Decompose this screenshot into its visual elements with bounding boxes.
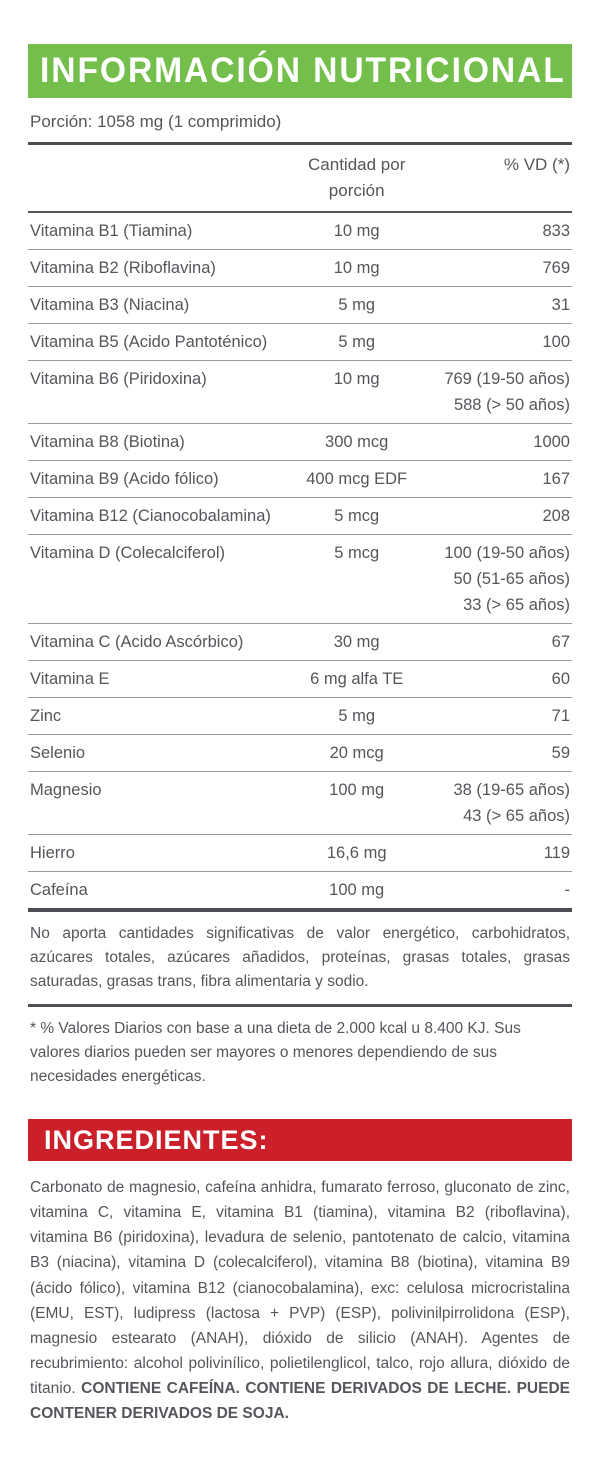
table-row (28, 287, 572, 324)
nutrient-amount: 5 mcg (334, 544, 380, 562)
table-row (28, 698, 572, 735)
nutrient-vd: 119 (543, 844, 570, 862)
table-row (28, 661, 572, 698)
nutrient-name: Vitamina D (Colecalciferol) (30, 544, 226, 562)
nutrient-vd: 71 (551, 707, 570, 725)
ingredients-body (28, 1173, 572, 1428)
nutrient-name: Vitamina B5 (Acido Pantoténico) (30, 333, 268, 351)
nutrient-name: Vitamina B12 (Cianocobalamina) (30, 507, 271, 525)
nutrient-name: Vitamina B2 (Riboflavina) (30, 259, 216, 277)
nutrient-vd: 208 (542, 507, 570, 525)
table-row (28, 624, 572, 661)
note-no-significant: No aporta cantidades significativas de valor energético, carbohidratos, azúcares totales, azúcares añadidos, proteínas, grasas totales, grasas saturadas, grasas trans, fibra alimentaria y sodio. (30, 925, 570, 991)
nutrition-rows (28, 213, 572, 908)
nutrient-vd: 59 (551, 744, 570, 762)
nutrient-vd: 1000 (533, 433, 570, 451)
nutrient-amount: 100 mg (329, 781, 385, 799)
nutrient-vd: 38 (19-65 años) 43 (> 65 años) (453, 781, 570, 825)
page-title: INFORMACIÓN NUTRICIONAL (40, 51, 566, 90)
nutrient-name: Vitamina C (Acido Ascórbico) (30, 633, 244, 651)
nutrient-name: Vitamina B8 (Biotina) (30, 433, 185, 451)
nutrient-vd: 60 (551, 670, 570, 688)
table-row (28, 735, 572, 772)
table-row (28, 461, 572, 498)
table-header-row (28, 145, 572, 213)
nutrient-name: Cafeína (30, 881, 88, 899)
allergen-statement: CONTIENE CAFEÍNA. CONTIENE DERIVADOS DE LECHE. PUEDE CONTENER DERIVADOS DE SOJA. (30, 1379, 570, 1423)
ingredients-list: Carbonato de magnesio, cafeína anhidra, fumarato ferroso, gluconato de zinc, vitamina C, vitamina E, vitamina B1 (tiamina), vitamina B2 (riboflavina), vitamina B6 (piridoxina), levadura de selenio, pantotenato de calcio, vitamina B3 (niacina), vitamina D (colecalciferol), vitamina B8 (biotina), vitamina B9 (ácido fólico), vitamina B12 (cianocobalamina), exc: celulosa microcristalina (EMU, EST), ludipress (lactosa + PVP) (ESP), polivinilpirrolidona (ESP), magnesio estearato (ANAH), dióxido de silicio (ANAH). Agentes de recubrimiento: alcohol polivinílico, polietilenglicol, talco, rojo allura, dióxido de titanio. (30, 1179, 570, 1397)
nutrient-amount: 10 mg (333, 370, 380, 388)
nutrient-name: Hierro (30, 844, 75, 862)
nutrient-amount: 20 mcg (329, 744, 384, 762)
nutrient-vd: - (564, 881, 570, 899)
nutrient-amount: 16,6 mg (326, 844, 387, 862)
nutrient-name: Vitamina B3 (Niacina) (30, 296, 190, 314)
table-row (28, 835, 572, 872)
table-row (28, 324, 572, 361)
nutrition-title-bar (28, 44, 572, 98)
nutrient-amount: 5 mg (338, 296, 376, 314)
nutrient-amount: 5 mg (338, 707, 376, 725)
table-row (28, 424, 572, 461)
table-row (28, 250, 572, 287)
table-row (28, 213, 572, 250)
nutrient-name: Magnesio (30, 781, 102, 799)
nutrient-name: Zinc (30, 707, 62, 725)
nutrient-amount: 400 mcg EDF (306, 470, 408, 488)
table-row (28, 535, 572, 624)
nutrient-vd: 31 (551, 296, 570, 314)
nutrient-name: Vitamina E (30, 670, 110, 688)
note-daily-values: * % Valores Diarios con base a una dieta de 2.000 kcal u 8.400 KJ. Sus valores diarios pueden ser mayores o menores dependiendo de sus necesidades energéticas. (30, 1020, 521, 1086)
nutrient-vd: 769 (19-50 años) 588 (> 50 años) (444, 370, 570, 414)
notes-section (28, 912, 572, 1105)
header-vd-col: % VD (*) (503, 155, 570, 174)
ingredients-title: INGREDIENTES: (44, 1124, 269, 1155)
nutrient-vd: 769 (542, 259, 570, 277)
nutrition-table (28, 142, 572, 912)
table-row (28, 872, 572, 908)
nutrient-amount: 5 mcg (334, 507, 380, 525)
header-amount-col: Cantidad por porción (308, 155, 406, 200)
serving-size: Porción: 1058 mg (1 comprimido) (30, 112, 282, 131)
ingredients-title-bar (28, 1119, 572, 1161)
nutrient-amount: 300 mcg (325, 433, 389, 451)
nutrient-amount: 6 mg alfa TE (310, 670, 404, 688)
nutrient-vd: 100 (19-50 años) 50 (51-65 años) 33 (> 65 años) (444, 544, 570, 614)
table-row (28, 772, 572, 835)
nutrient-amount: 100 mg (329, 881, 385, 899)
nutrient-name: Vitamina B1 (Tiamina) (30, 222, 193, 240)
table-row (28, 361, 572, 424)
nutrient-vd: 167 (542, 470, 570, 488)
table-row (28, 498, 572, 535)
nutrient-amount: 10 mg (333, 222, 380, 240)
nutrient-vd: 67 (551, 633, 570, 651)
nutrient-amount: 5 mg (338, 333, 376, 351)
nutrient-amount: 10 mg (333, 259, 380, 277)
nutrient-name: Selenio (30, 744, 86, 762)
nutrient-vd: 833 (542, 222, 570, 240)
nutrient-vd: 100 (542, 333, 570, 351)
nutrient-name: Vitamina B9 (Acido fólico) (30, 470, 219, 488)
nutrient-amount: 30 mg (333, 633, 380, 651)
nutrient-name: Vitamina B6 (Piridoxina) (30, 370, 207, 388)
